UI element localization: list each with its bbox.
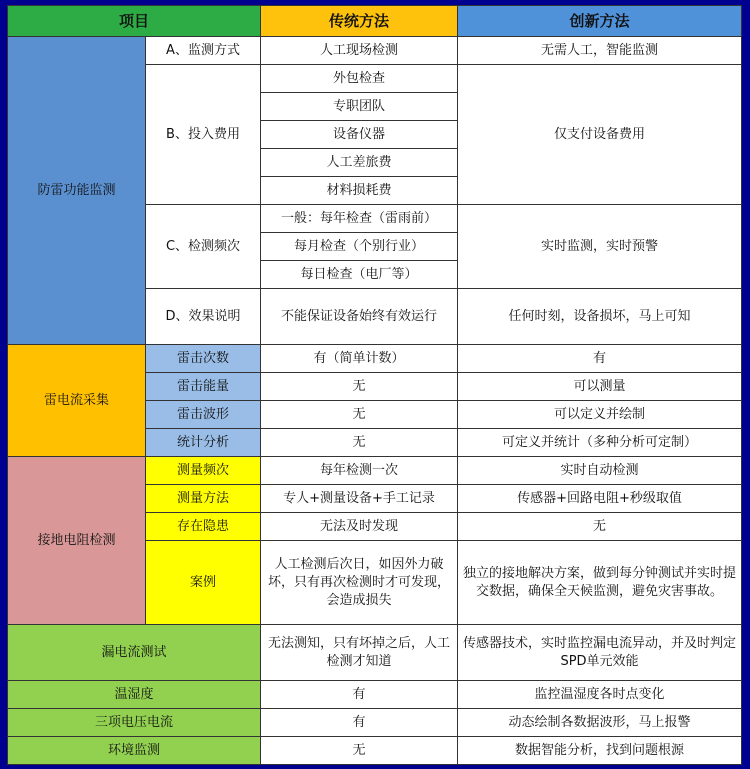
- cell-innovative: 有: [458, 345, 742, 373]
- cell-traditional: 每日检查（电厂等）: [261, 261, 458, 289]
- cell-traditional: 有（简单计数）: [261, 345, 458, 373]
- cell-traditional: 无: [261, 373, 458, 401]
- header-item: 项目: [8, 6, 261, 37]
- cell-traditional: 专职团队: [261, 93, 458, 121]
- cell-innovative: 任何时刻，设备损坏，马上可知: [458, 289, 742, 345]
- cell-traditional: 材料损耗费: [261, 177, 458, 205]
- cell-traditional: 无: [261, 429, 458, 457]
- row-label: 环境监测: [8, 737, 261, 765]
- cell-traditional: 无: [261, 737, 458, 765]
- row-label: 测量方法: [146, 485, 261, 513]
- cell-innovative: 无需人工，智能监测: [458, 37, 742, 65]
- header-traditional: 传统方法: [261, 6, 458, 37]
- cell-innovative: 监控温湿度各时点变化: [458, 681, 742, 709]
- row-label: 三项电压电流: [8, 709, 261, 737]
- cell-innovative: 可以测量: [458, 373, 742, 401]
- cell-traditional: 无法及时发现: [261, 513, 458, 541]
- comparison-table: [7, 5, 742, 765]
- cell-traditional: 无: [261, 401, 458, 429]
- row-label: 雷击能量: [146, 373, 261, 401]
- row-label: 统计分析: [146, 429, 261, 457]
- cell-traditional: 专人+测量设备+手工记录: [261, 485, 458, 513]
- cell-innovative: 可以定义并绘制: [458, 401, 742, 429]
- cell-traditional: 一般：每年检查（雷雨前）: [261, 205, 458, 233]
- row-label: C、检测频次: [146, 205, 261, 289]
- row-label: 案例: [146, 541, 261, 625]
- cell-traditional: 人工差旅费: [261, 149, 458, 177]
- row-label: A、监测方式: [146, 37, 261, 65]
- cell-innovative: 数据智能分析，找到问题根源: [458, 737, 742, 765]
- row-label: 存在隐患: [146, 513, 261, 541]
- cell-innovative: 无: [458, 513, 742, 541]
- row-label: 雷击次数: [146, 345, 261, 373]
- cell-traditional: 设备仪器: [261, 121, 458, 149]
- cell-traditional: 人工现场检测: [261, 37, 458, 65]
- cell-innovative: 传感器技术，实时监控漏电流异动，并及时判定SPD单元效能: [458, 625, 742, 681]
- header-innovative: 创新方法: [458, 6, 742, 37]
- cell-innovative: 传感器+回路电阻+秒级取值: [458, 485, 742, 513]
- group-lightning-label: 防雷功能监测: [8, 37, 146, 345]
- row-label: 漏电流测试: [8, 625, 261, 681]
- cell-innovative: 独立的接地解决方案，做到每分钟测试并实时提交数据，确保全天候监测，避免灾害事故。: [458, 541, 742, 625]
- cell-traditional: 每年检测一次: [261, 457, 458, 485]
- row-label: 测量频次: [146, 457, 261, 485]
- cell-innovative: 实时监测，实时预警: [458, 205, 742, 289]
- cell-traditional: 人工检测后次日，如因外力破坏，只有再次检测时才可发现，会造成损失: [261, 541, 458, 625]
- cell-traditional: 每月检查（个别行业）: [261, 233, 458, 261]
- cell-innovative: 仅支付设备费用: [458, 65, 742, 205]
- cell-innovative: 动态绘制各数据波形，马上报警: [458, 709, 742, 737]
- row-label: D、效果说明: [146, 289, 261, 345]
- group-current-label: 雷电流采集: [8, 345, 146, 457]
- cell-traditional: 有: [261, 681, 458, 709]
- cell-traditional: 无法测知，只有坏掉之后，人工检测才知道: [261, 625, 458, 681]
- row-label: 温湿度: [8, 681, 261, 709]
- group-ground-label: 接地电阻检测: [8, 457, 146, 625]
- cell-traditional: 不能保证设备始终有效运行: [261, 289, 458, 345]
- cell-traditional: 有: [261, 709, 458, 737]
- cell-innovative: 可定义并统计（多种分析可定制）: [458, 429, 742, 457]
- cell-innovative: 实时自动检测: [458, 457, 742, 485]
- row-label: 雷击波形: [146, 401, 261, 429]
- cell-traditional: 外包检查: [261, 65, 458, 93]
- row-label: B、投入费用: [146, 65, 261, 205]
